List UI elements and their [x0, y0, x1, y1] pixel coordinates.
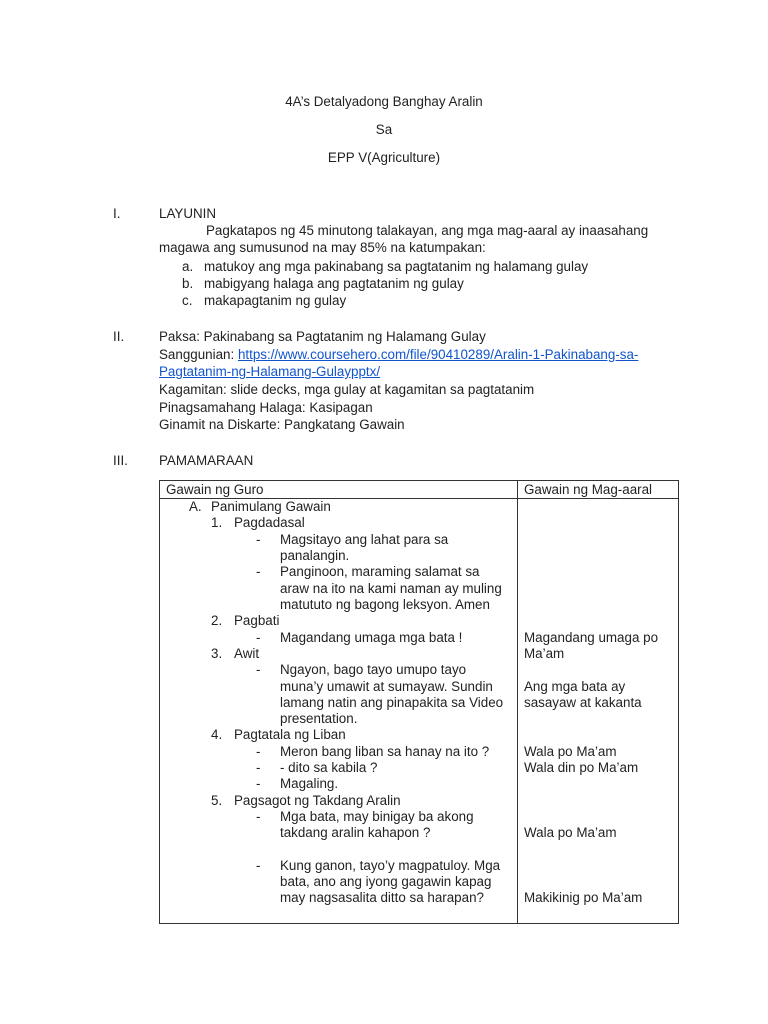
student-response-song-line1: Ang mga bata ay	[524, 679, 626, 694]
header-teacher-cell	[160, 481, 518, 499]
step4-item3-dash: -	[256, 776, 261, 791]
objective-c-text: makapagtanim ng gulay	[204, 293, 347, 308]
objective-a-marker: a.	[182, 259, 194, 274]
objective-a-text: matukoy ang mga pakinabang sa pagtatanim ng halamang gulay	[204, 259, 589, 274]
step5-item1-line1: Mga bata, may binigay ba akong	[280, 809, 474, 824]
step3-number: 3.	[211, 646, 223, 661]
step3-item1-line3: lamang natin ang pinapakita sa Video	[280, 695, 504, 710]
step1-number: 1.	[211, 515, 223, 530]
step2-item1-dash: -	[256, 630, 261, 645]
step3-item1-line4: presentation.	[280, 711, 358, 726]
step1-item1-dash: -	[256, 532, 261, 547]
sanggunian-label: Sanggunian:	[159, 347, 238, 362]
halaga-line: Pinagsamahang Halaga: Kasipagan	[159, 400, 373, 415]
student-response-absent: Wala po Ma’am	[524, 744, 617, 759]
student-activities-cell	[518, 499, 679, 924]
step4-item1: Meron bang liban sa hanay na ito ?	[280, 744, 490, 759]
section1-intro-line1: Pagkatapos ng 45 minutong talakayan, ang mga mag-aaral ay inaasahang	[206, 223, 649, 238]
step1-item1-line1: Magsitayo ang lahat para sa	[280, 532, 449, 547]
step1-item2-dash: -	[256, 564, 261, 579]
doc-subtitle-connector: Sa	[375, 122, 393, 137]
student-response-absent-other: Wala din po Ma’am	[524, 760, 639, 775]
step1-item1-line2: panalangin.	[280, 548, 350, 563]
step5-item1-line2: takdang aralin kahapon ?	[280, 825, 431, 840]
section3-numeral: III.	[113, 453, 128, 468]
step3-label: Awit	[234, 646, 260, 661]
objective-c-marker: c.	[182, 293, 193, 308]
step5-item2-line3: may nagsasalita ditto sa harapan?	[280, 890, 484, 905]
step4-item2-dash: -	[256, 760, 261, 775]
section3-heading: PAMAMARAAN	[159, 453, 254, 468]
step4-item3: Magaling.	[280, 776, 339, 791]
step4-number: 4.	[211, 727, 223, 742]
table-header-row	[160, 481, 679, 499]
section2-numeral: II.	[113, 329, 125, 344]
student-response-homework: Wala po Ma’am	[524, 825, 617, 840]
kagamitan-line: Kagamitan: slide decks, mga gulay at kagamitan sa pagtatanim	[159, 382, 535, 397]
step1-item2-line3: matututo ng bagong leksyon. Amen	[280, 597, 490, 612]
student-response-greeting-line1: Magandang umaga po	[524, 630, 659, 645]
partA-marker: A.	[189, 499, 202, 514]
section1-numeral: I.	[113, 206, 121, 221]
step3-item1-dash: -	[256, 662, 261, 677]
step4-item2: - dito sa kabila ?	[280, 760, 378, 775]
step5-item2-dash: -	[256, 858, 261, 873]
step1-label: Pagdadasal	[234, 515, 305, 530]
step5-item1-dash: -	[256, 809, 261, 824]
step1-item2-line2: araw na ito na kami naman ay muling	[280, 581, 502, 596]
header-teacher: Gawain ng Guro	[166, 482, 264, 497]
doc-subject: EPP V(Agriculture)	[327, 150, 441, 165]
step1-item2-line1: Panginoon, maraming salamat sa	[280, 564, 480, 579]
student-activities	[518, 499, 678, 923]
sanggunian-line	[159, 346, 638, 363]
diskarte-line: Ginamit na Diskarte: Pangkatang Gawain	[159, 417, 405, 432]
step4-label: Pagtatala ng Liban	[234, 727, 346, 742]
teacher-activities-cell	[160, 499, 518, 924]
step3-item1-line2: muna’y umawit at sumayaw. Sundin	[280, 679, 493, 694]
lesson-procedure-table	[159, 480, 679, 924]
step2-number: 2.	[211, 613, 223, 628]
objective-b-marker: b.	[182, 276, 194, 291]
step4-item1-dash: -	[256, 744, 261, 759]
table-body-row	[160, 499, 679, 924]
reference-link-continuation[interactable]: Pagtatanim-ng-Halamang-Gulaypptx/	[159, 364, 381, 379]
step5-item2-line2: bata, ano ang iyong gagawin kapag	[280, 874, 492, 889]
step2-label: Pagbati	[234, 613, 280, 628]
student-response-listen: Makikinig po Ma’am	[524, 890, 643, 905]
doc-title: 4A’s Detalyadong Banghay Aralin	[285, 94, 483, 109]
section1-intro-line2: magawa ang sumusunod na may 85% na katumpakan:	[159, 240, 486, 255]
step5-item2-line1: Kung ganon, tayo’y magpatuloy. Mga	[280, 858, 501, 873]
objective-b-text: mabigyang halaga ang pagtatanim ng gulay	[204, 276, 464, 291]
header-student-cell	[518, 481, 679, 499]
step5-number: 5.	[211, 793, 223, 808]
step2-item1: Magandang umaga mga bata !	[280, 630, 463, 645]
reference-link-continuation-wrap	[159, 363, 380, 380]
step5-label: Pagsagot ng Takdang Aralin	[234, 793, 401, 808]
partA-label: Panimulang Gawain	[211, 499, 331, 514]
paksa-line: Paksa: Pakinabang sa Pagtatanim ng Halamang Gulay	[159, 329, 486, 344]
step3-item1-line1: Ngayon, bago tayo umupo tayo	[280, 662, 467, 677]
student-response-greeting-line2: Ma’am	[524, 646, 565, 661]
header-student: Gawain ng Mag-aaral	[524, 482, 653, 497]
reference-link[interactable]: https://www.coursehero.com/file/90410289/Aralin-1-Pakinabang-sa-	[237, 347, 639, 362]
teacher-activities	[160, 499, 517, 923]
section1-heading: LAYUNIN	[159, 206, 217, 221]
student-response-song-line2: sasayaw at kakanta	[524, 695, 642, 710]
